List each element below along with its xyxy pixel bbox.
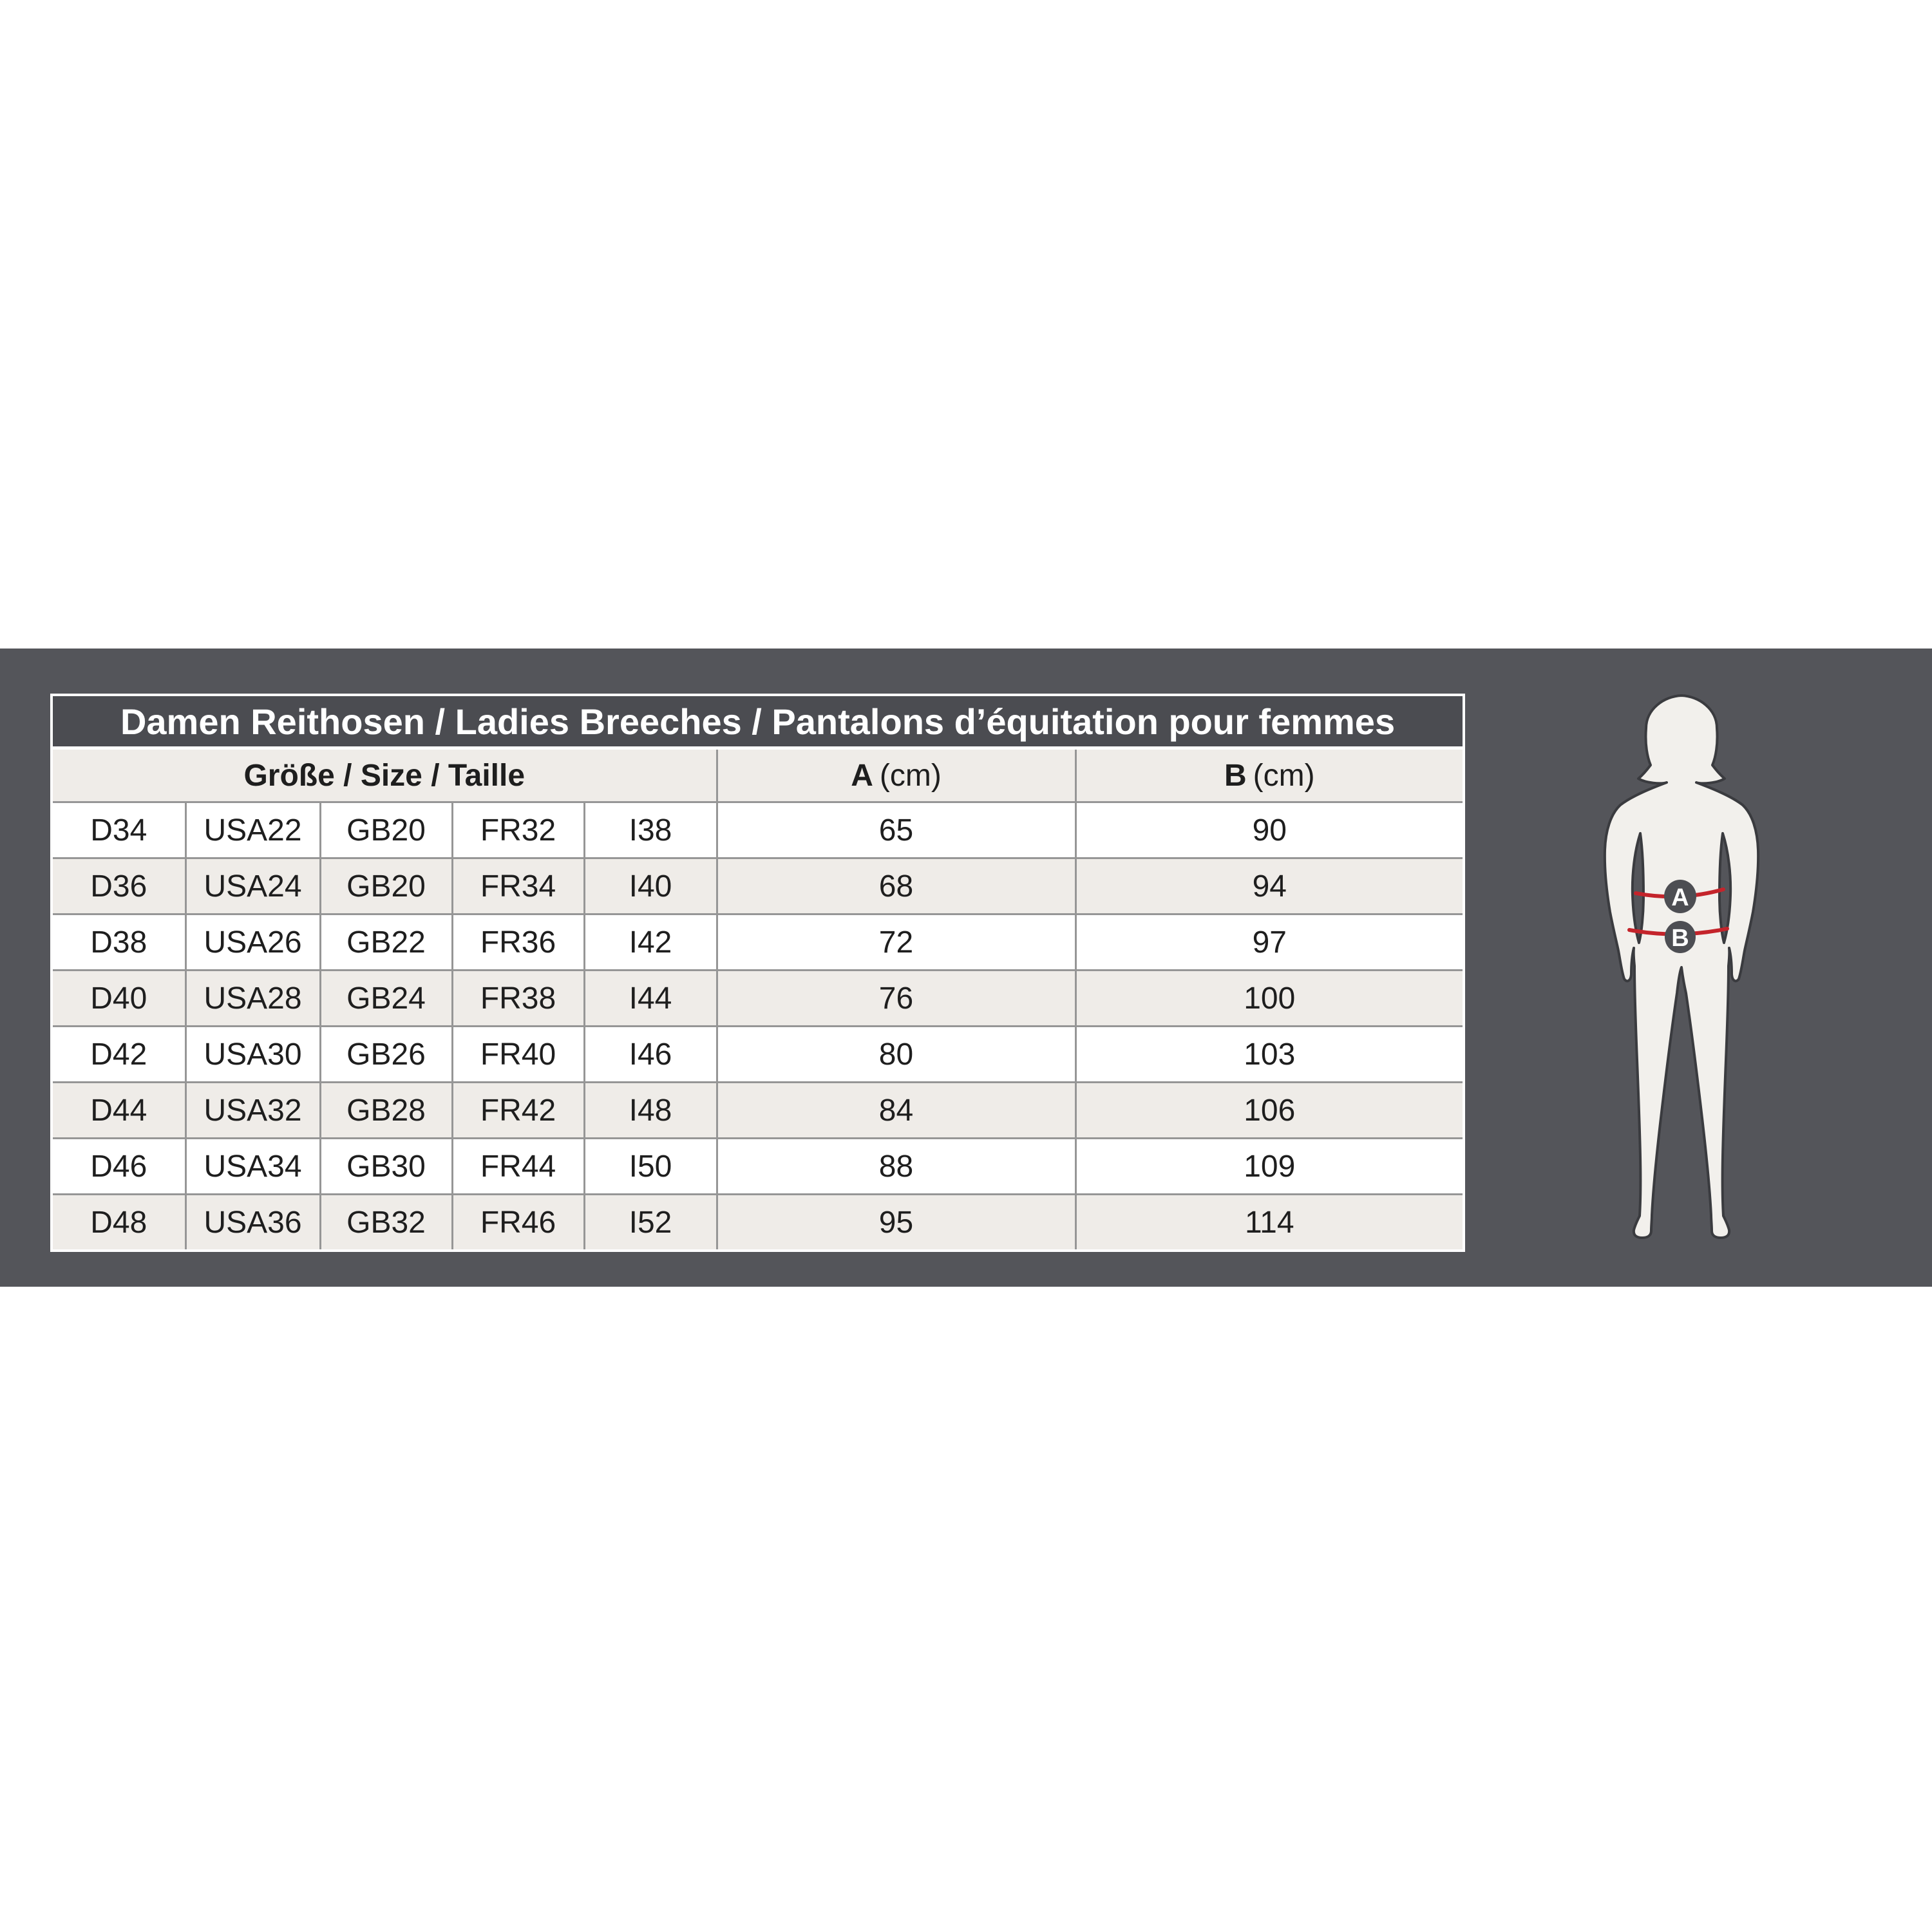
cell-b-value: 114 bbox=[1075, 1195, 1464, 1251]
cell-it-size: I48 bbox=[584, 1083, 717, 1139]
badge-a-label: A bbox=[1671, 884, 1689, 911]
cell-it-size: I44 bbox=[584, 971, 717, 1027]
cell-b-value: 97 bbox=[1075, 914, 1464, 971]
cell-b-value: 94 bbox=[1075, 858, 1464, 914]
header-b bbox=[1075, 748, 1464, 802]
table-row bbox=[52, 1139, 1464, 1195]
cell-gb-size: GB20 bbox=[320, 802, 452, 858]
cell-usa-size: USA28 bbox=[185, 971, 320, 1027]
size-chart-table bbox=[50, 694, 1465, 1252]
header-row bbox=[52, 748, 1464, 802]
table-row bbox=[52, 802, 1464, 858]
cell-gb-size: GB28 bbox=[320, 1083, 452, 1139]
table-row bbox=[52, 1027, 1464, 1083]
cell-it-size: I50 bbox=[584, 1139, 717, 1195]
badge-b-label: B bbox=[1671, 925, 1689, 952]
table-title: Damen Reithosen / Ladies Breeches / Pantalons d’équitation pour femmes bbox=[52, 695, 1464, 748]
cell-a-value: 88 bbox=[717, 1139, 1075, 1195]
cell-fr-size: FR46 bbox=[452, 1195, 584, 1251]
cell-usa-size: USA24 bbox=[185, 858, 320, 914]
header-size-label: Größe / Size / Taille bbox=[52, 748, 717, 802]
cell-german-size: D40 bbox=[52, 971, 185, 1027]
cell-usa-size: USA26 bbox=[185, 914, 320, 971]
cell-usa-size: USA36 bbox=[185, 1195, 320, 1251]
cell-b-value: 90 bbox=[1075, 802, 1464, 858]
header-a bbox=[717, 748, 1075, 802]
cell-a-value: 65 bbox=[717, 802, 1075, 858]
size-chart-band bbox=[0, 649, 1932, 1287]
cell-german-size: D36 bbox=[52, 858, 185, 914]
cell-usa-size: USA30 bbox=[185, 1027, 320, 1083]
cell-fr-size: FR38 bbox=[452, 971, 584, 1027]
cell-a-value: 68 bbox=[717, 858, 1075, 914]
cell-a-value: 80 bbox=[717, 1027, 1075, 1083]
cell-gb-size: GB26 bbox=[320, 1027, 452, 1083]
cell-fr-size: FR32 bbox=[452, 802, 584, 858]
cell-fr-size: FR42 bbox=[452, 1083, 584, 1139]
cell-german-size: D46 bbox=[52, 1139, 185, 1195]
cell-fr-size: FR40 bbox=[452, 1027, 584, 1083]
title-row bbox=[52, 695, 1464, 748]
table-row bbox=[52, 1195, 1464, 1251]
table-row bbox=[52, 1083, 1464, 1139]
cell-a-value: 95 bbox=[717, 1195, 1075, 1251]
table-row bbox=[52, 858, 1464, 914]
cell-b-value: 103 bbox=[1075, 1027, 1464, 1083]
measurement-figure bbox=[1596, 693, 1767, 1273]
cell-it-size: I38 bbox=[584, 802, 717, 858]
cell-b-value: 106 bbox=[1075, 1083, 1464, 1139]
header-a-letter: A bbox=[851, 758, 873, 793]
cell-gb-size: GB24 bbox=[320, 971, 452, 1027]
table-row bbox=[52, 914, 1464, 971]
cell-b-value: 109 bbox=[1075, 1139, 1464, 1195]
header-b-unit: (cm) bbox=[1253, 758, 1315, 793]
cell-german-size: D48 bbox=[52, 1195, 185, 1251]
cell-a-value: 76 bbox=[717, 971, 1075, 1027]
cell-german-size: D42 bbox=[52, 1027, 185, 1083]
table-row bbox=[52, 971, 1464, 1027]
cell-fr-size: FR44 bbox=[452, 1139, 584, 1195]
cell-german-size: D38 bbox=[52, 914, 185, 971]
cell-it-size: I40 bbox=[584, 858, 717, 914]
cell-b-value: 100 bbox=[1075, 971, 1464, 1027]
cell-it-size: I46 bbox=[584, 1027, 717, 1083]
cell-a-value: 72 bbox=[717, 914, 1075, 971]
cell-fr-size: FR34 bbox=[452, 858, 584, 914]
female-silhouette bbox=[1605, 696, 1758, 1238]
cell-usa-size: USA34 bbox=[185, 1139, 320, 1195]
header-b-letter: B bbox=[1224, 758, 1247, 793]
cell-usa-size: USA32 bbox=[185, 1083, 320, 1139]
cell-it-size: I52 bbox=[584, 1195, 717, 1251]
female-silhouette-diagram bbox=[1596, 693, 1767, 1273]
cell-gb-size: GB30 bbox=[320, 1139, 452, 1195]
cell-german-size: D34 bbox=[52, 802, 185, 858]
cell-gb-size: GB20 bbox=[320, 858, 452, 914]
cell-a-value: 84 bbox=[717, 1083, 1075, 1139]
cell-gb-size: GB22 bbox=[320, 914, 452, 971]
header-a-unit: (cm) bbox=[879, 758, 942, 793]
cell-gb-size: GB32 bbox=[320, 1195, 452, 1251]
cell-german-size: D44 bbox=[52, 1083, 185, 1139]
cell-fr-size: FR36 bbox=[452, 914, 584, 971]
cell-it-size: I42 bbox=[584, 914, 717, 971]
cell-usa-size: USA22 bbox=[185, 802, 320, 858]
